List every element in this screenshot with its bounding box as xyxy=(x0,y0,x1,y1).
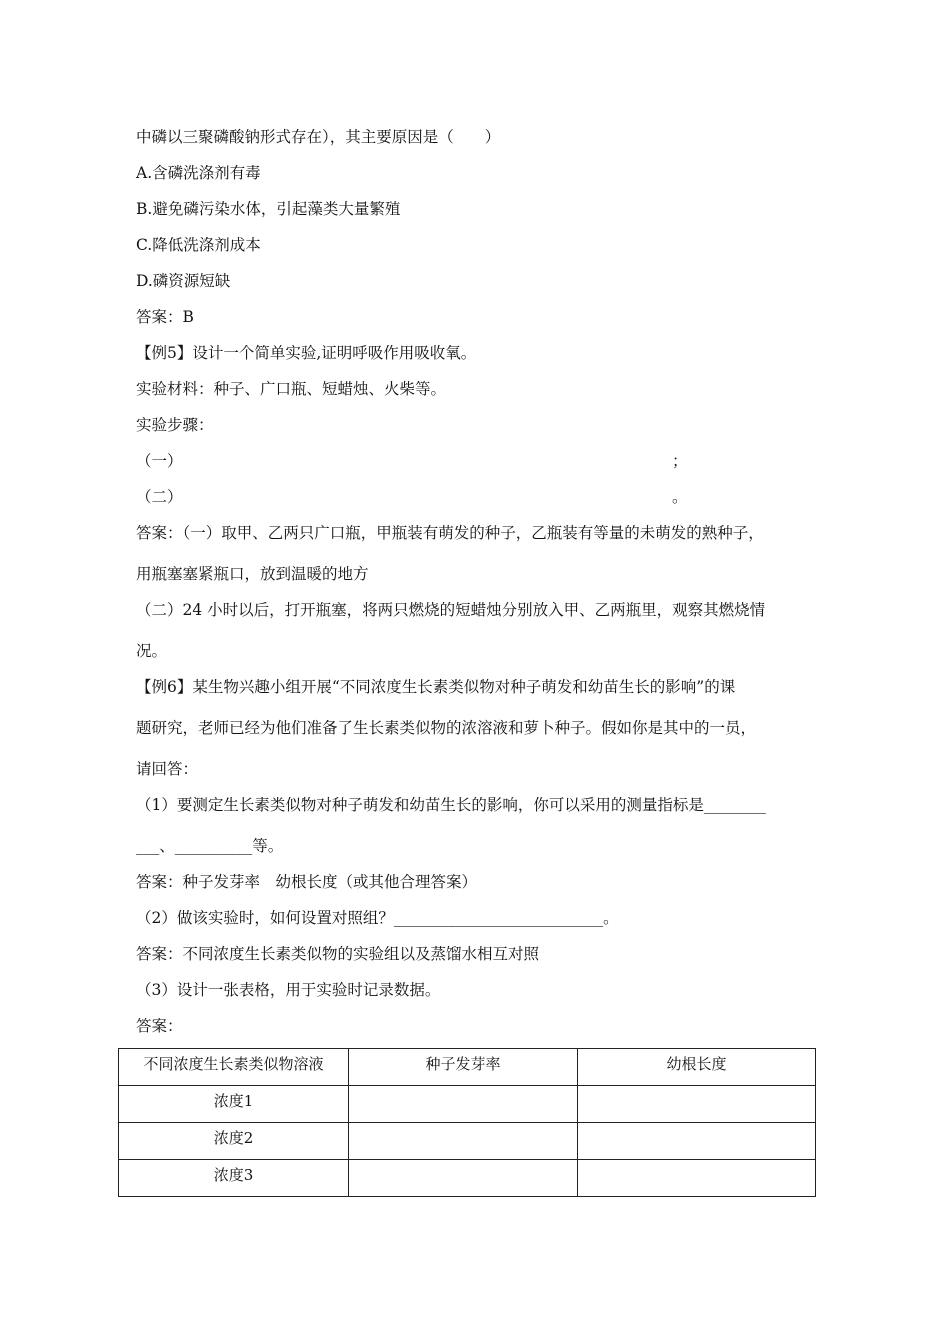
text-line: 中磷以三聚磷酸钠形式存在），其主要原因是（ ） xyxy=(136,128,501,146)
example-6-title: 【例6】某生物兴趣小组开展“不同浓度生长素类似物对种子萌发和幼苗生长的影响”的课 xyxy=(136,678,736,696)
materials-line: 实验材料：种子、广口瓶、短蜡烛、火柴等。 xyxy=(136,380,447,398)
answer-table xyxy=(118,1048,816,1197)
step-one-end: ； xyxy=(672,452,688,470)
step-one: （一） xyxy=(136,452,183,470)
table-cell: 浓度1 xyxy=(119,1086,349,1123)
option-d: D.磷资源短缺 xyxy=(136,272,231,290)
answer-label: 答案： xyxy=(136,1017,183,1035)
step-two: （二） xyxy=(136,488,183,506)
answer-line: 答案：不同浓度生长素类似物的实验组以及蒸馏水相互对照 xyxy=(136,945,540,963)
option-a: A.含磷洗涤剂有毒 xyxy=(136,164,261,182)
table-cell xyxy=(578,1160,816,1197)
table-cell xyxy=(578,1123,816,1160)
table-cell xyxy=(349,1160,578,1197)
table-header-cell: 不同浓度生长素类似物溶液 xyxy=(119,1049,349,1086)
option-c: C.降低洗涤剂成本 xyxy=(136,236,261,254)
answer-line: 用瓶塞塞紧瓶口，放到温暖的地方 xyxy=(136,565,369,583)
table-row xyxy=(119,1123,816,1160)
table-row xyxy=(119,1160,816,1197)
text-line: 题研究，老师已经为他们准备了生长素类似物的浓溶液和萝卜种子。假如你是其中的一员， xyxy=(136,719,757,737)
question-3: （3）设计一张表格，用于实验时记录数据。 xyxy=(136,981,441,999)
table-cell: 浓度3 xyxy=(119,1160,349,1197)
table-row xyxy=(119,1086,816,1123)
step-two-end: 。 xyxy=(672,488,688,506)
table-header-cell: 种子发芽率 xyxy=(349,1049,578,1086)
answer-line: 答案：种子发芽率 幼根长度（或其他合理答案） xyxy=(136,873,478,891)
table-cell xyxy=(349,1123,578,1160)
answer-line: （二）24 小时以后，打开瓶塞，将两只燃烧的短蜡烛分别放入甲、乙两瓶里，观察其燃烧情 xyxy=(136,601,766,619)
example-5-title: 【例5】设计一个简单实验,证明呼吸作用吸收氧。 xyxy=(136,344,477,362)
table-cell xyxy=(349,1086,578,1123)
table-cell xyxy=(578,1086,816,1123)
answer-line: 答案：（一）取甲、乙两只广口瓶，甲瓶装有萌发的种子，乙瓶装有等量的未萌发的熟种子， xyxy=(136,524,764,542)
question-2: （2）做该实验时，如何设置对照组？___________________________。 xyxy=(136,909,619,927)
answer-line: 答案：B xyxy=(136,308,194,326)
answer-line: 况。 xyxy=(136,642,168,660)
table-header-row xyxy=(119,1049,816,1086)
text-line: 请回答： xyxy=(136,760,199,778)
table-cell: 浓度2 xyxy=(119,1123,349,1160)
table-header-cell: 幼根长度 xyxy=(578,1049,816,1086)
option-b: B.避免磷污染水体，引起藻类大量繁殖 xyxy=(136,200,401,218)
steps-label: 实验步骤： xyxy=(136,416,214,434)
question-1: （1）要测定生长素类似物对种子萌发和幼苗生长的影响，你可以采用的测量指标是________ xyxy=(136,796,766,814)
question-1-cont: ___、__________等。 xyxy=(136,837,284,855)
